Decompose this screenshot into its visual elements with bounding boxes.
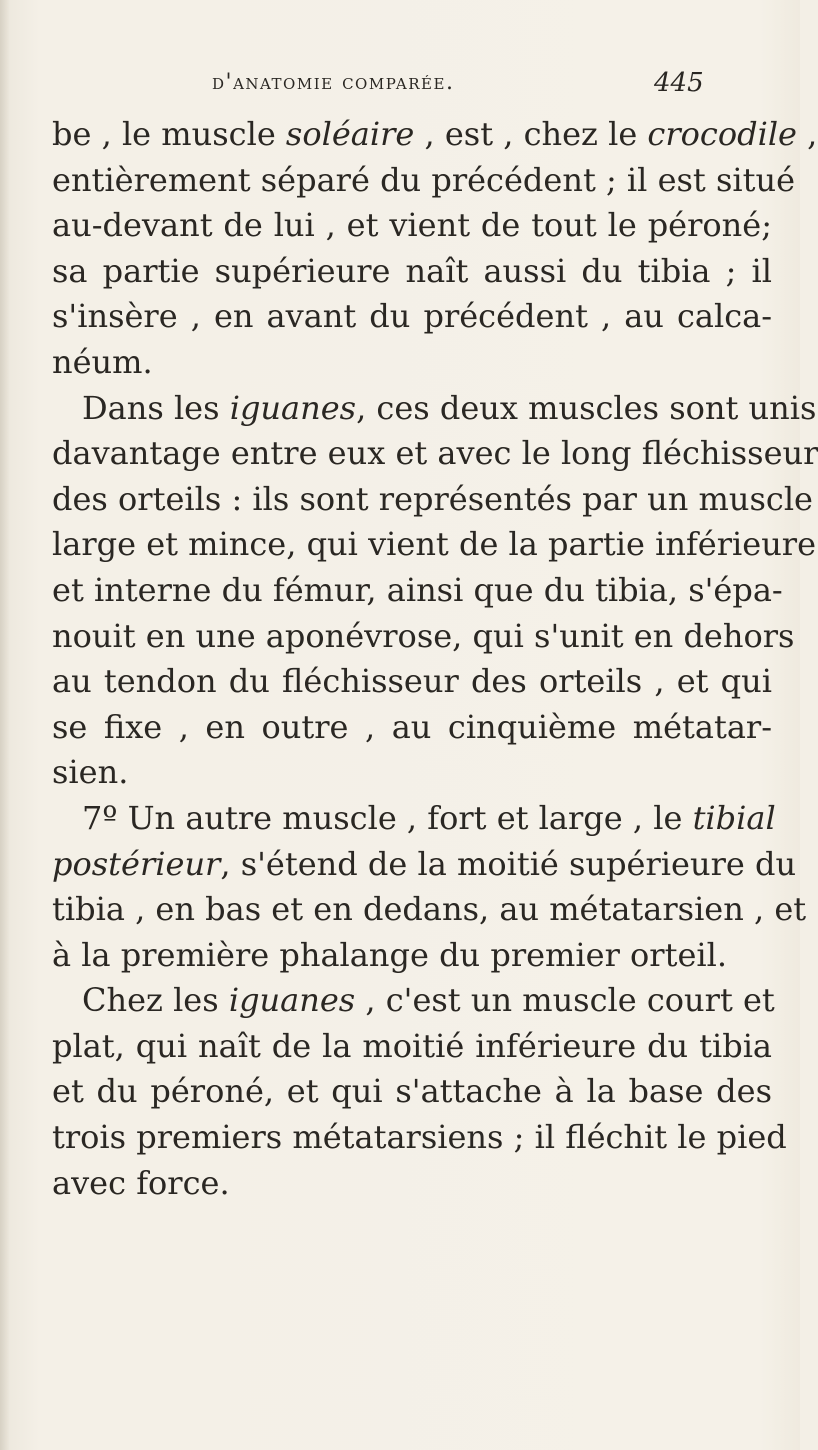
text-line [52,1115,787,1161]
text-line [52,431,818,477]
text-line [52,477,813,523]
text-line [52,705,772,751]
text-segment: sien. [52,753,129,792]
text-segment: Dans les [82,388,230,427]
text-line [52,887,807,933]
text-line [52,1161,772,1207]
text-segment: se fixe , en outre , au cinquième métatar- [52,707,772,746]
text-line [52,1024,772,1070]
text-segment: nouit en une aponévrose, qui s'unit en dehors [52,616,795,655]
running-header: d'anatomie comparée. [212,70,455,95]
text-line [52,522,817,568]
italic-term: soléaire [285,115,415,153]
body-text [52,112,818,1206]
page-edge-shadow [0,0,10,1450]
text-segment: Chez les [82,981,229,1020]
text-segment: , [796,115,818,153]
text-segment: , s'étend de la moitié supérieure du [220,844,797,883]
text-line [52,568,783,614]
text-segment: s'insère , en avant du précédent , au calca- [52,297,772,336]
text-segment: et du péroné, et qui s'attache à la base des [52,1072,772,1111]
italic-term: iguanes [229,388,357,427]
text-line [52,933,772,979]
text-segment: trois premiers métatarsiens ; il fléchit le pied [52,1118,787,1157]
text-segment: be , le muscle [52,115,286,153]
text-segment: , est , chez le [414,115,648,153]
text-segment: sa partie supérieure naît aussi du tibia ; il [52,251,772,290]
text-line [52,614,795,660]
text-segment: plat, qui naît de la moitié inférieure du tibia [52,1026,772,1065]
text-line [52,750,772,796]
text-line [52,978,775,1024]
text-segment: néum. [52,342,153,381]
italic-term: postérieur [52,844,221,883]
text-segment: tibia , en bas et en dedans, au métatarsien , et [52,890,807,929]
text-line [52,203,772,249]
text-segment: , ces deux muscles sont unis [356,388,817,427]
text-line [52,796,776,842]
text-segment: au-devant de lui , et vient de tout le péroné; [52,206,772,245]
text-line [52,294,772,340]
page-number: 445 [654,68,704,98]
italic-term: iguanes [228,981,356,1020]
text-line [52,112,818,158]
text-segment: à la première phalange du premier orteil. [52,935,728,974]
text-line [52,249,772,295]
text-line [52,340,772,386]
text-line [52,659,772,705]
text-segment: 7º Un autre muscle , fort et large , le [82,798,693,837]
text-line [52,158,796,204]
italic-term: tibial [692,798,776,837]
text-line [52,842,797,888]
text-segment: davantage entre eux et avec le long fléchisseur [52,434,818,473]
italic-term: crocodile [647,115,797,153]
text-segment: des orteils : ils sont représentés par un muscle [52,479,813,518]
text-segment: , c'est un muscle court et [355,981,775,1020]
text-segment: au tendon du fléchisseur des orteils , et qui [52,662,772,701]
text-segment: avec force. [52,1163,230,1202]
text-line [52,1069,772,1115]
text-line [52,386,817,432]
text-segment: large et mince, qui vient de la partie inférieure [52,525,817,564]
text-segment: entièrement séparé du précédent ; il est situé [52,160,796,199]
text-segment: et interne du fémur, ainsi que du tibia, s'épa- [52,570,783,609]
